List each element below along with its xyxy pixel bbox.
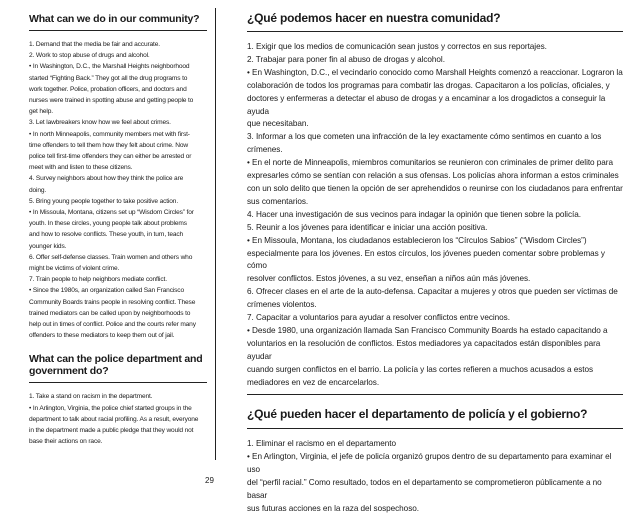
text-line: 1. Eliminar el racismo en el departamento xyxy=(247,439,397,449)
text-line: 5. Reunir a los jóvenes para identificar e iniciar una acción positiva. xyxy=(247,222,488,232)
text-line: • Desde 1980, una organización llamada San Francisco Community Boards ha estado capacitando a xyxy=(247,325,608,335)
text-line: • In Arlington, Virginia, the police chief started groups in the xyxy=(29,404,192,412)
heading-underline xyxy=(29,30,207,31)
text-line: 2. Work to stop abuse of drugs and alcohol. xyxy=(29,52,150,60)
text-line: started “Fighting Back.” They got all the drug programs to xyxy=(29,74,188,82)
text-line: expresarles cómo se sentían con relación a sus ofensas. Los policías ahora informan a estos criminales xyxy=(247,171,619,181)
text-line: • In Missoula, Montana, citizens set up “Wisdom Circles” for xyxy=(29,209,194,217)
text-line: trained mediators can be called upon by neighborhoods to xyxy=(29,309,191,317)
text-line: 5. Bring young people together to take positive action. xyxy=(29,197,179,205)
text-line: resolver conflictos. Estos jóvenes, a su vez, enseñan a niños aún más jóvenes. xyxy=(247,274,531,284)
text-line: 4. Survey neighbors about how they think the police are xyxy=(29,175,184,183)
heading-underline xyxy=(247,428,623,429)
text-line: 6. Ofrecer clases en el arte de la auto-defensa. Capacitar a mujeres y otros que pueden ser víctimas de xyxy=(247,287,618,297)
text-line: 7. Train people to help neighbors mediate conflict. xyxy=(29,276,167,284)
page-number: 29 xyxy=(205,476,214,485)
text-line: cuando surgen conflictos en el barrio. La policía y las cortes refieren a muchos acusados a estos xyxy=(247,364,594,374)
text-line: • En Missoula, Montana, los ciudadanos establecieron los “Círculos Sabios” (“Wisdom Circles”) xyxy=(247,235,587,245)
text-line: offenders to these mediators to keep them out of jail. xyxy=(29,332,175,340)
text-line: department to talk about racial profiling. As a result, everyone xyxy=(29,415,199,423)
text-line: que necesitaban. xyxy=(247,119,309,129)
text-line: Community Boards trains people in resolving conflict. These xyxy=(29,298,196,306)
text-line: colaboración de todos los programas para combatir las drogas. Capacitaron a los policías, oficiales, y xyxy=(247,80,610,90)
text-line: police tell first-time offenders they can either be arrested or xyxy=(29,153,192,161)
section-separator xyxy=(247,394,623,395)
text-line: 1. Exigir que los medios de comunicación sean justos y correctos en sus reportajes. xyxy=(247,42,547,51)
section-heading-policia: ¿Qué pueden hacer el departamento de policía y el gobierno? xyxy=(247,407,588,422)
text-line: 1. Demand that the media be fair and accurate. xyxy=(29,41,160,48)
heading-line: What can the police department and xyxy=(29,353,203,366)
text-line: youth. In these circles, young people talk about problems xyxy=(29,220,187,228)
heading-underline xyxy=(29,382,207,383)
heading-underline xyxy=(247,31,623,32)
text-line: 4. Hacer una investigación de sus vecinos para indagar la opinión que tienen sobre la policía. xyxy=(247,209,581,219)
text-line: meet with and listen to these citizens. xyxy=(29,164,133,172)
text-line: voluntarios en la resolución de conflictos. Estos mediadores ya capacitados están disponibles para ayudar xyxy=(247,338,601,361)
text-line: help out in times of conflict. Police and the courts refer many xyxy=(29,321,196,329)
text-line: and how to resolve conflicts. These youth, in turn, teach xyxy=(29,231,184,239)
column-divider xyxy=(215,8,216,460)
text-line: con un solo delito que tienen la opción de ser aprehendidos o reunirse con los ciudadanos para enfrentar xyxy=(247,183,623,193)
text-line: • En Arlington, Virginia, el jefe de policía organizó grupos dentro de su departamento para examinar el uso xyxy=(247,452,612,475)
text-line: mediadores en vez de encarcelarlos. xyxy=(247,377,380,387)
text-line: crímenes. xyxy=(247,145,283,155)
heading-line: government do? xyxy=(29,365,109,378)
text-line: sus comentarios. xyxy=(247,196,309,206)
text-line: 2. Trabajar para poner fin al abuso de drogas y alcohol. xyxy=(247,54,445,64)
text-line: • En Washington, D.C., el vecindario conocido como Marshall Heights comenzó a reaccionar. Lograron la xyxy=(247,67,623,77)
text-line: 6. Offer self-defense classes. Train women and others who xyxy=(29,253,193,261)
section-heading-police xyxy=(29,353,207,377)
text-line: doctores y enfermeras a detectar el abuso de drogas y a encaminar a los drogadictos a conseguir la ayuda xyxy=(247,93,606,116)
text-line: base their actions on race. xyxy=(29,438,103,446)
text-line: especialmente para los jóvenes. En estos círculos, los jóvenes pueden comentar sobre problemas y cómo xyxy=(247,248,605,271)
text-line: nurses were trained in spotting abuse and getting people to xyxy=(29,97,194,105)
spanish-column xyxy=(247,0,623,516)
text-line: doing. xyxy=(29,186,47,194)
section-body-community xyxy=(29,39,207,341)
text-line: in the department made a public pledge that they would not xyxy=(29,427,194,435)
section-heading-comunidad: ¿Qué podemos hacer en nuestra comunidad? xyxy=(247,11,501,25)
section-body-comunidad xyxy=(247,41,623,389)
text-line: del “perfil racial.” Como resultado, todos en el departamento se comprometieron públicamente a no basar xyxy=(247,478,602,501)
section-body-policia xyxy=(247,438,623,515)
text-line: sus futuras acciones en la raza del sospechoso. xyxy=(247,504,419,513)
text-line: 7. Capacitar a voluntarios para ayudar a resolver conflictos entre vecinos. xyxy=(247,313,510,323)
text-line: time offenders to tell them how they felt about crime. Now xyxy=(29,141,189,149)
text-line: • In Washington, D.C., the Marshall Heights neighborhood xyxy=(29,63,190,71)
text-line: • In north Minneapolis, community members met with first- xyxy=(29,130,190,138)
text-line: 1. Take a stand on racism in the department. xyxy=(29,393,153,401)
text-line: younger kids. xyxy=(29,242,67,250)
text-line: might be victims of violent crime. xyxy=(29,265,120,273)
english-column xyxy=(29,0,207,448)
text-line: • En el norte de Minneapolis, miembros comunitarios se reunieron con criminales de primer delito para xyxy=(247,158,613,168)
text-line: 3. Let lawbreakers know how we feel about crimes. xyxy=(29,119,171,127)
text-line: get help. xyxy=(29,108,53,116)
section-body-police xyxy=(29,391,207,447)
section-heading-community: What can we do in our community? xyxy=(29,13,200,25)
text-line: work together. Police, probation officers, and doctors and xyxy=(29,85,187,93)
text-line: 3. Informar a los que cometen una infracción de la ley exactamente cómo sentimos en cuanto a los xyxy=(247,132,602,142)
text-line: • Since the 1980s, an organization called San Francisco xyxy=(29,287,184,295)
text-line: crímenes violentos. xyxy=(247,300,317,310)
